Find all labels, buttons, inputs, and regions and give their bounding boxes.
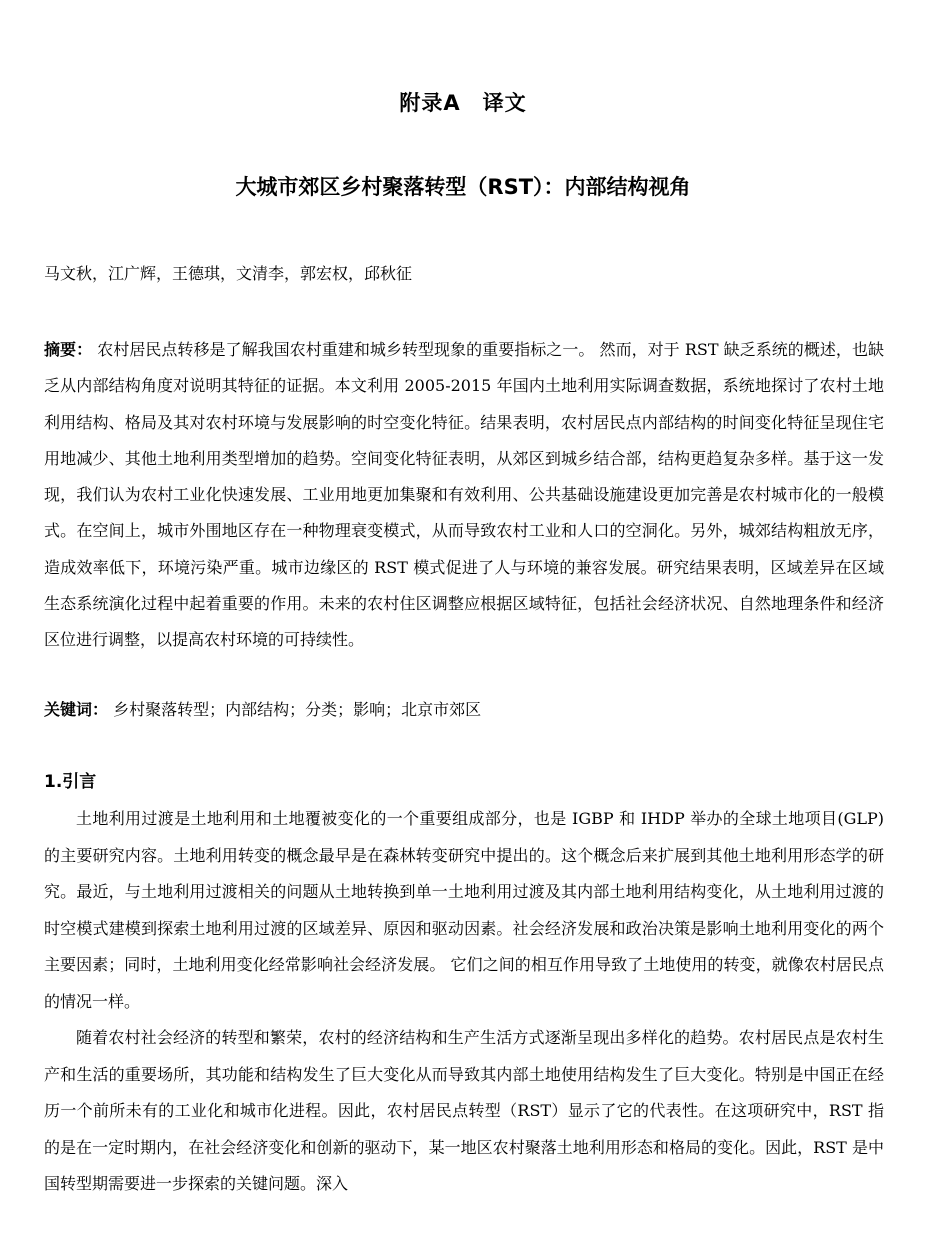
author-list: 马文秋，江广辉，王德琪，文清李，郭宏权，邱秋征	[44, 264, 413, 283]
paper-title: 大城市郊区乡村聚落转型（RST）：内部结构视角	[235, 175, 691, 199]
keywords-text: 乡村聚落转型；内部结构；分类；影响；北京市郊区	[113, 700, 482, 719]
appendix-label: 附录A	[399, 91, 461, 115]
keywords	[44, 692, 884, 728]
appendix-title: 译文	[482, 91, 527, 115]
body-paragraph: 随着农村社会经济的转型和繁荣，农村的经济结构和生产生活方式逐渐呈现出多样化的趋势。农村居民点是农村生产和生活的重要场所，其功能和结构发生了巨大变化从而导致其内部土地使用结构发生了巨大变化。特别是中国正在经历一个前所未有的工业化和城市化进程。因此，农村居民点转型（RST）显示了它的代表性。在这项研究中，RST 指的是在一定时期内，在社会经济变化和创新的驱动下，某一地区农村聚落土地利用形态和格局的变化。因此，RST 是中国转型期需要进一步探索的关键问题。深入	[44, 1028, 884, 1193]
abstract-label: 摘要：	[44, 340, 93, 359]
section-heading-introduction: 1.引言	[44, 772, 97, 792]
appendix-heading	[0, 88, 926, 118]
keywords-label: 关键词：	[44, 700, 109, 719]
abstract	[44, 332, 884, 659]
section-body	[44, 801, 884, 1203]
abstract-text: 农村居民点转移是了解我国农村重建和城乡转型现象的重要指标之一。 然而，对于 RST 缺乏系统的概述，也缺乏从内部结构角度对说明其特征的证据。本文利用 2005-2015 年国内土地利用实际调查数据，系统地探讨了农村土地利用结构、格局及其对农村环境与发展影响的时空变化特征。结果表明，农村居民点内部结构的时间变化特征呈现住宅用地减少、其他土地利用类型增加的趋势。空间变化特征表明，从郊区到城乡结合部，结构更趋复杂多样。基于这一发现，我们认为农村工业化快速发展、工业用地更加集聚和有效利用、公共基础设施建设更加完善是农村城市化的一般模式。在空间上，城市外围地区存在一种物理衰变模式，从而导致农村工业和人口的空洞化。另外，城郊结构粗放无序，造成效率低下，环境污染严重。城市边缘区的 RST 模式促进了人与环境的兼容发展。研究结果表明，区域差异在区域生态系统演化过程中起着重要的作用。未来的农村住区调整应根据区域特征，包括社会经济状况、自然地理条件和经济区位进行调整，以提高农村环境的可持续性。	[44, 340, 884, 650]
body-paragraph: 土地利用过渡是土地利用和土地覆被变化的一个重要组成部分，也是 IGBP 和 IHDP 举办的全球土地项目(GLP)的主要研究内容。土地利用转变的概念最早是在森林转变研究中提出的。这个概念后来扩展到其他土地利用形态学的研究。最近，与土地利用过渡相关的问题从土地转换到单一土地利用过渡及其内部土地利用结构变化，从土地利用过渡的时空模式建模到探索土地利用过渡的区域差异、原因和驱动因素。社会经济发展和政治决策是影响土地利用变化的两个主要因素；同时，土地利用变化经常影响社会经济发展。 它们之间的相互作用导致了土地使用的转变，就像农村居民点的情况一样。	[44, 809, 884, 1011]
